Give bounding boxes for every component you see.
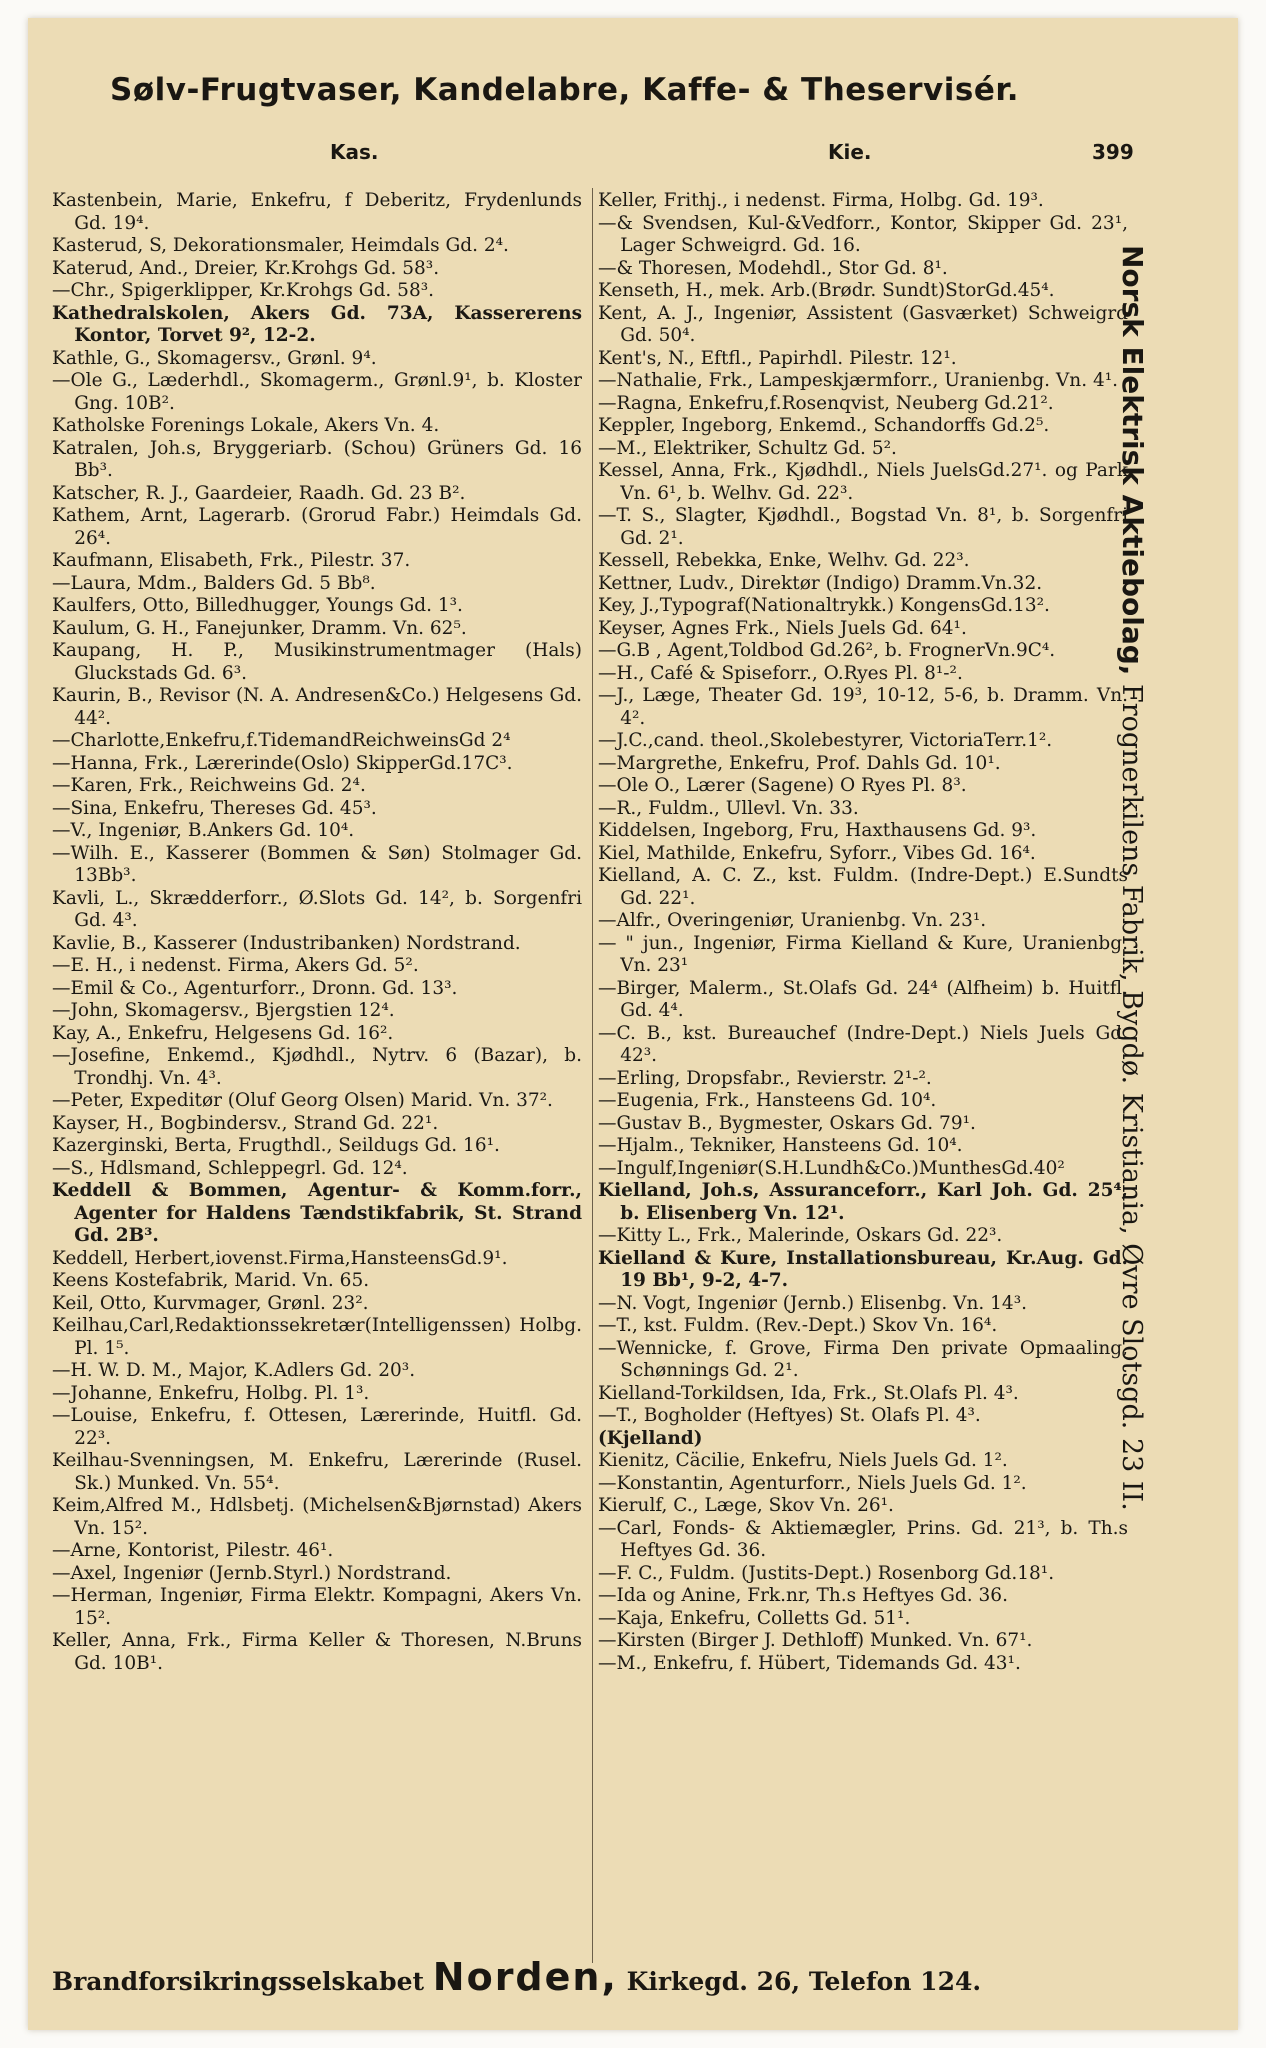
directory-entry: —J., Læge, Theater Gd. 19³, 10-12, 5-6, b. Dramm. Vn. 4². [598, 685, 1128, 729]
directory-entry: —Charlotte,Enkefru,f.TidemandReichweinsGd 2⁴ [52, 730, 511, 751]
directory-entry: Key, J.,Typograf(Nationaltrykk.) KongensGd.13². [598, 595, 1050, 616]
directory-entry: —C. B., kst. Bureauchef (Indre-Dept.) Niels Juels Gd. 42³. [598, 1022, 1128, 1066]
directory-entry: Kaufmann, Elisabeth, Frk., Pilestr. 37. [52, 550, 411, 571]
directory-entry: Keddell, Herbert,iovenst.Firma,HansteensGd.9¹. [52, 1247, 508, 1269]
directory-entry: Katscher, R. J., Gaardeier, Raadh. Gd. 23 B². [52, 482, 466, 504]
directory-entry: —H., Café & Spiseforr., O.Ryes Pl. 8¹-². [598, 662, 963, 684]
directory-entry: Kathedralskolen, Akers Gd. 73A, Kassererens Kontor, Torvet 9², 12-2. [52, 302, 582, 346]
directory-entry: —T., Bogholder (Heftyes) St. Olafs Pl. 4³. [598, 1405, 981, 1426]
directory-entry: —V., Ingeniør, B.Ankers Gd. 10⁴. [52, 820, 355, 841]
directory-entry: Kathem, Arnt, Lagerarb. (Grorud Fabr.) Heimdals Gd. 26⁴. [52, 505, 582, 549]
directory-entry: Kessell, Rebekka, Enke, Welhv. Gd. 22³. [598, 550, 970, 571]
directory-entry: —Alfr., Overingeniør, Uranienbg. Vn. 23¹. [598, 910, 987, 931]
directory-entry: —T., kst. Fuldm. (Rev.-Dept.) Skov Vn. 16⁴. [598, 1315, 998, 1336]
directory-entry: —Konstantin, Agenturforr., Niels Juels Gd. 1². [598, 1472, 1027, 1494]
directory-entry: —Chr., Spigerklipper, Kr.Krohgs Gd. 58³. [52, 280, 435, 301]
directory-entry: Kielland, A. C. Z., kst. Fuldm. (Indre-Dept.) E.Sundts Gd. 22¹. [598, 865, 1128, 909]
directory-entry: —H. W. D. M., Major, K.Adlers Gd. 20³. [52, 1360, 416, 1381]
directory-entry: Keil, Otto, Kurvmager, Grønl. 23². [52, 1292, 369, 1314]
running-head-left: Kas. [330, 140, 379, 164]
bottom-ad-company: Brandforsikringsselskabet [52, 1967, 425, 1996]
bottom-ad-brand: Norden, [432, 1955, 618, 1999]
directory-entry: Kenseth, H., mek. Arb.(Brødr. Sundt)StorGd.45⁴. [598, 280, 1055, 301]
directory-entry: —M., Elektriker, Schultz Gd. 5². [598, 437, 897, 459]
directory-entry: —N. Vogt, Ingeniør (Jernb.) Elisenbg. Vn. 14³. [598, 1292, 1027, 1314]
directory-entry: —Kirsten (Birger J. Dethloff) Munked. Vn. 67¹. [598, 1630, 1033, 1651]
side-ad-address: Frognerkilens Fabrik, Bygdø. Kristiania, Øvre Slotsgd. 23 II. [1116, 683, 1147, 1511]
directory-entry: —Ole O., Lærer (Sagene) O Ryes Pl. 8³. [598, 775, 967, 796]
directory-entry: —Laura, Mdm., Balders Gd. 5 Bb⁸. [52, 572, 376, 594]
directory-entry: —Arne, Kontorist, Pilestr. 46¹. [52, 1540, 334, 1561]
directory-entry: Keppler, Ingeborg, Enkemd., Schandorffs Gd.2⁵. [598, 415, 1050, 436]
directory-entry: —Ragna, Enkefru,f.Rosenqvist, Neuberg Gd.21². [598, 392, 1054, 414]
directory-entry: Kent, A. J., Ingeniør, Assistent (Gasværket) Schweigrd Gd. 50⁴. [598, 302, 1128, 346]
directory-entry: Keddell & Bommen, Agentur- & Komm.forr., Agenter for Haldens Tændstikfabrik, St. Strand Gd. 2B³. [52, 1180, 582, 1246]
directory-entry: —Hanna, Frk., Lærerinde(Oslo) SkipperGd.17C³. [52, 752, 513, 774]
directory-entry: —R., Fuldm., Ullevl. Vn. 33. [598, 797, 859, 819]
directory-entry: —Wennicke, f. Grove, Firma Den private Opmaaling, Schønnings Gd. 2¹. [598, 1337, 1128, 1381]
directory-entry: —Herman, Ingeniør, Firma Elektr. Kompagni, Akers Vn. 15². [52, 1585, 582, 1629]
top-advertisement: Sølv-Frugtvaser, Kandelabre, Kaffe- & Theservisér. [110, 72, 1020, 108]
directory-entry: Kiel, Mathilde, Enkefru, Syforr., Vibes Gd. 16⁴. [598, 842, 1036, 864]
column-divider [592, 188, 593, 1963]
directory-entry: —& Svendsen, Kul-&Vedforr., Kontor, Skipper Gd. 23¹, Lager Schweigrd. Gd. 16. [598, 212, 1128, 256]
directory-entry: —Kitty L., Frk., Malerinde, Oskars Gd. 22³. [598, 1225, 1003, 1246]
directory-entry: —Emil & Co., Agenturforr., Dronn. Gd. 13³. [52, 977, 458, 999]
directory-entry: Kielland-Torkildsen, Ida, Frk., St.Olafs Pl. 4³. [598, 1382, 1019, 1404]
directory-entry: —Nathalie, Frk., Lampeskjærmforr., Uranienbg. Vn. 4¹. [598, 370, 1119, 391]
bottom-advertisement [52, 1955, 1132, 1999]
directory-entry: — " jun., Ingeniør, Firma Kielland & Kure, Uranienbg. Vn. 23¹ [598, 932, 1128, 976]
directory-entry: Katralen, Joh.s, Bryggeriarb. (Schou) Grüners Gd. 16 Bb³. [52, 437, 582, 481]
running-head-middle: Kie. [828, 140, 872, 164]
directory-entry: —Ingulf,Ingeniør(S.H.Lundh&Co.)MunthesGd.40² [598, 1157, 1065, 1179]
directory-entry: —M., Enkefru, f. Hübert, Tidemands Gd. 43¹. [598, 1652, 1021, 1674]
directory-entry: Kielland, Joh.s, Assuranceforr., Karl Joh. Gd. 25⁴, b. Elisenberg Vn. 12¹. [598, 1180, 1128, 1224]
directory-entry: —& Thoresen, Modehdl., Stor Gd. 8¹. [598, 257, 948, 279]
directory-entry: —Johanne, Enkefru, Holbg. Pl. 1³. [52, 1382, 370, 1404]
directory-entry: Kay, A., Enkefru, Helgesens Gd. 16². [52, 1022, 394, 1044]
directory-entry: —Eugenia, Frk., Hansteens Gd. 10⁴. [598, 1090, 937, 1111]
side-advertisement [1109, 245, 1149, 1511]
directory-entry: —Kaja, Enkefru, Colletts Gd. 51¹. [598, 1607, 911, 1629]
directory-entry: Keller, Anna, Frk., Firma Keller & Thoresen, N.Bruns Gd. 10B¹. [52, 1630, 582, 1674]
directory-entry: Keilhau-Svenningsen, M. Enkefru, Lærerinde (Rusel. Sk.) Munked. Vn. 55⁴. [52, 1450, 582, 1494]
directory-entry: —Carl, Fonds- & Aktiemægler, Prins. Gd. 21³, b. Th.s Heftyes Gd. 36. [598, 1517, 1128, 1561]
directory-entry: —Peter, Expeditør (Oluf Georg Olsen) Marid. Vn. 37². [52, 1090, 553, 1111]
directory-entry: Keyser, Agnes Frk., Niels Juels Gd. 64¹. [598, 617, 967, 639]
directory-entry: —Axel, Ingeniør (Jernb.Styrl.) Nordstrand. [52, 1562, 452, 1584]
directory-entry: Kiddelsen, Ingeborg, Fru, Haxthausens Gd. 9³. [598, 820, 1037, 841]
directory-entry: Kaulum, G. H., Fanejunker, Dramm. Vn. 62⁵. [52, 617, 467, 639]
directory-entry: Kaurin, B., Revisor (N. A. Andresen&Co.) Helgesens Gd. 44². [52, 685, 582, 729]
directory-entry: Kazerginski, Berta, Frugthdl., Seildugs Gd. 16¹. [52, 1135, 500, 1156]
directory-entry: Kathle, G., Skomagersv., Grønl. 9⁴. [52, 347, 377, 369]
directory-entry: Kayser, H., Bogbindersv., Strand Gd. 22¹. [52, 1112, 439, 1134]
directory-entry: —Margrethe, Enkefru, Prof. Dahls Gd. 10¹. [598, 752, 1001, 774]
directory-entry: —Gustav B., Bygmester, Oskars Gd. 79¹. [598, 1112, 976, 1134]
directory-entry: —Karen, Frk., Reichweins Gd. 2⁴. [52, 775, 366, 796]
directory-entry: Keim,Alfred M., Hdlsbetj. (Michelsen&Bjørnstad) Akers Vn. 15². [52, 1495, 582, 1539]
directory-entry: —E. H., i nedenst. Firma, Akers Gd. 5². [52, 955, 419, 976]
bottom-ad-address: Kirkegd. 26, Telefon 124. [626, 1967, 982, 1996]
directory-entry: —G.B , Agent,Toldbod Gd.26², b. FrognerVn.9C⁴. [598, 640, 1056, 661]
directory-entry: —Erling, Dropsfabr., Revierstr. 2¹-². [598, 1067, 932, 1089]
directory-entry: —Josefine, Enkemd., Kjødhdl., Nytrv. 6 (Bazar), b. Trondhj. Vn. 4³. [52, 1045, 582, 1089]
directory-entry: Kielland & Kure, Installationsbureau, Kr.Aug. Gd. 19 Bb¹, 9-2, 4-7. [598, 1247, 1128, 1291]
directory-entry: Kavli, L., Skrædderforr., Ø.Slots Gd. 14², b. Sorgenfri Gd. 4³. [52, 887, 582, 931]
directory-entry: —T. S., Slagter, Kjødhdl., Bogstad Vn. 8¹, b. Sorgenfri Gd. 2¹. [598, 505, 1128, 549]
directory-entry: Kessel, Anna, Frk., Kjødhdl., Niels JuelsGd.27¹. og Park Vn. 6¹, b. Welhv. Gd. 22³. [598, 460, 1128, 504]
directory-entry: Kettner, Ludv., Direktør (Indigo) Dramm.Vn.32. [598, 572, 1043, 594]
directory-entry: Kienitz, Cäcilie, Enkefru, Niels Juels Gd. 1². [598, 1450, 1008, 1471]
directory-entry: —Ole G., Læderhdl., Skomagerm., Grønl.9¹, b. Kloster Gng. 10B². [52, 370, 582, 414]
directory-entry: —S., Hdlsmand, Schleppegrl. Gd. 12⁴. [52, 1157, 408, 1179]
page-number: 399 [1092, 140, 1134, 164]
left-column [52, 190, 582, 1675]
directory-entry: Katholske Forenings Lokale, Akers Vn. 4. [52, 415, 440, 436]
directory-entry: Kaulfers, Otto, Billedhugger, Youngs Gd. 1³. [52, 595, 463, 616]
directory-entry: —J.C.,cand. theol.,Skolebestyrer, VictoriaTerr.1². [598, 730, 1053, 751]
directory-entry: (Kjelland) [598, 1427, 703, 1449]
side-ad-company: Norsk Elektrisk Aktiebolag, [1116, 245, 1149, 676]
directory-entry: Keilhau,Carl,Redaktionssekretær(Intelligenssen) Holbg. Pl. 1⁵. [52, 1315, 582, 1359]
directory-entry: —Ida og Anine, Frk.nr, Th.s Heftyes Gd. 36. [598, 1585, 1008, 1606]
directory-entry: Kent's, N., Eftfl., Papirhdl. Pilestr. 12¹. [598, 347, 957, 369]
directory-entry: —Hjalm., Tekniker, Hansteens Gd. 10⁴. [598, 1135, 963, 1156]
directory-entry: Kavlie, B., Kasserer (Industribanken) Nordstrand. [52, 932, 521, 954]
directory-entry: Katerud, And., Dreier, Kr.Krohgs Gd. 58³. [52, 257, 440, 279]
directory-entry: Keller, Frithj., i nedenst. Firma, Holbg. Gd. 19³. [598, 190, 1044, 211]
directory-entry: Keens Kostefabrik, Marid. Vn. 65. [52, 1270, 370, 1291]
directory-entry: —Sina, Enkefru, Thereses Gd. 45³. [52, 797, 377, 819]
directory-entry: —Wilh. E., Kasserer (Bommen & Søn) Stolmager Gd. 13Bb³. [52, 842, 582, 886]
right-column [598, 190, 1128, 1675]
directory-entry: Kierulf, C., Læge, Skov Vn. 26¹. [598, 1495, 894, 1516]
directory-entry: —Birger, Malerm., St.Olafs Gd. 24⁴ (Alfheim) b. Huitfl. Gd. 4⁴. [598, 977, 1128, 1021]
directory-entry: —F. C., Fuldm. (Justits-Dept.) Rosenborg Gd.18¹. [598, 1562, 1055, 1584]
directory-entry: Kasterud, S, Dekorationsmaler, Heimdals Gd. 2⁴. [52, 235, 509, 256]
directory-entry: —Louise, Enkefru, f. Ottesen, Lærerinde, Huitfl. Gd. 22³. [52, 1405, 582, 1449]
directory-entry: Kastenbein, Marie, Enkefru, f Deberitz, Frydenlunds Gd. 19⁴. [52, 190, 582, 234]
directory-entry: —John, Skomagersv., Bjergstien 12⁴. [52, 1000, 395, 1021]
directory-entry: Kaupang, H. P., Musikinstrumentmager (Hals) Gluckstads Gd. 6³. [52, 640, 582, 684]
